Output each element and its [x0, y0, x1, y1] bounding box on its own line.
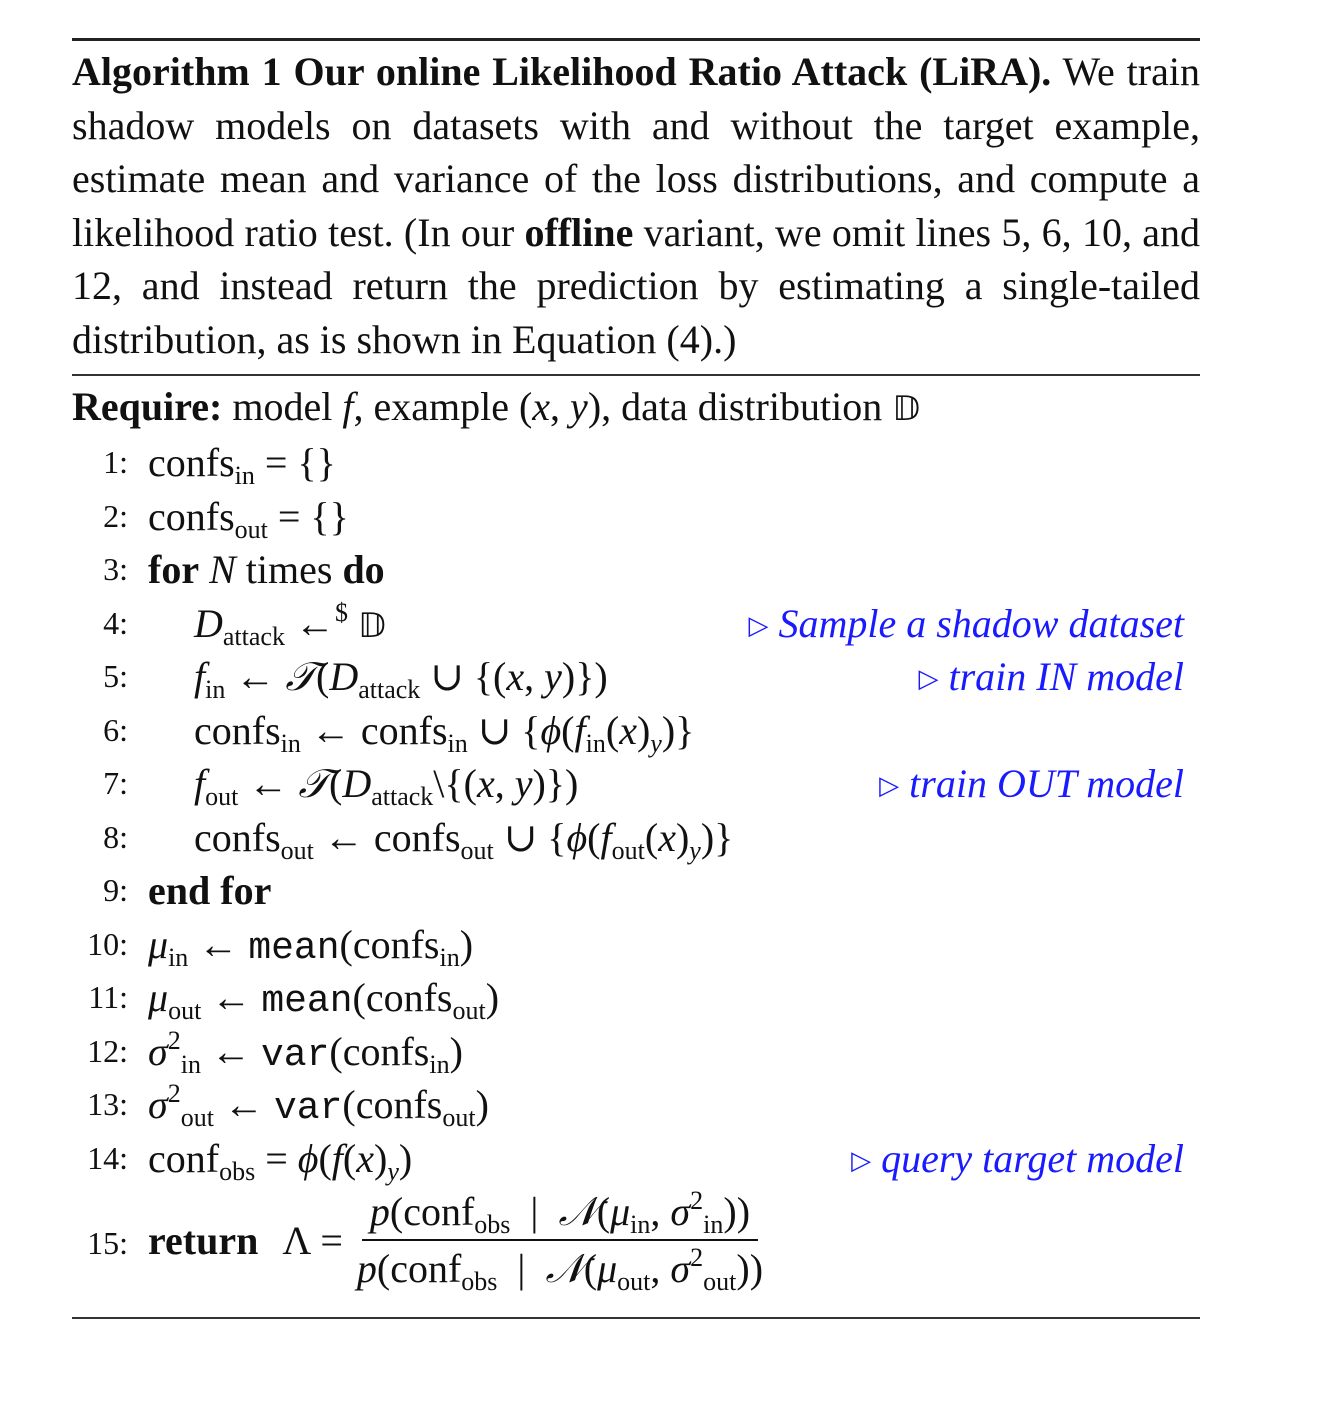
- keyword: for: [148, 547, 200, 592]
- comment-text: Sample a shadow dataset: [778, 600, 1184, 646]
- token: f: [600, 814, 612, 860]
- token: confs: [360, 707, 448, 753]
- token-sub: out: [168, 996, 202, 1025]
- algorithm-line: [72, 811, 1200, 865]
- require-text: , example (: [353, 384, 533, 429]
- algorithm-line: [72, 918, 1200, 972]
- algorithm-line: [72, 597, 1200, 651]
- token-sub: in: [234, 461, 255, 490]
- line-comment: [918, 650, 1184, 706]
- algorithm-line: [72, 490, 1200, 544]
- token-sub: y: [387, 1156, 399, 1186]
- line-comment: [879, 757, 1184, 813]
- line-body: $f_{in}$ ← $𝒯(D_{attack}$ ∪ {(x, y)}): [194, 654, 608, 704]
- line-body: $\sigma^2_{out}$ ← var(confs$_{out}$): [148, 1079, 489, 1132]
- line-body: [148, 436, 336, 490]
- token: confs: [194, 707, 281, 753]
- token: ϕ: [297, 1135, 319, 1181]
- line-number: 12:: [87, 1032, 128, 1069]
- token: x: [506, 654, 525, 699]
- comment-text: query target model: [881, 1135, 1184, 1181]
- token-sub: out: [460, 835, 494, 865]
- line-body: $\mu_{out}$ ← mean(confs$_{out}$): [148, 975, 500, 1025]
- algorithm-box: [72, 38, 1200, 1319]
- token-sup: 2: [690, 1186, 704, 1215]
- token: confs: [148, 493, 235, 539]
- line-number: 6:: [103, 711, 128, 748]
- algorithm-line: [72, 704, 1200, 758]
- triangle-icon: ▷: [748, 610, 769, 640]
- token-sub: out: [611, 835, 645, 865]
- line-body: [148, 1185, 763, 1297]
- fraction-numerator: p(conf$_{obs}$ | $𝒩(\mu_{in}$, $\sigma^2_{in}$)): [362, 1185, 758, 1241]
- algorithm-line: [72, 757, 1200, 811]
- triangle-icon: ▷: [879, 771, 900, 800]
- token: σ: [148, 1028, 168, 1074]
- token-sup: $: [334, 597, 348, 627]
- line-body: $D_{attack}$ ←$ 𝔻: [194, 597, 386, 651]
- keyword: do: [342, 547, 385, 592]
- token-sub: attack: [371, 782, 434, 811]
- algorithm-line: [72, 436, 1200, 490]
- token-sub: out: [205, 782, 239, 811]
- token: confs: [194, 814, 281, 860]
- function-name: var: [273, 1087, 343, 1130]
- distribution-symbol: 𝔻: [357, 605, 386, 646]
- token-sub: in: [280, 728, 301, 758]
- require-var: f: [342, 384, 354, 429]
- require-var: x: [532, 384, 551, 429]
- token: p: [369, 1189, 390, 1234]
- likelihood-ratio-fraction: [357, 1185, 763, 1297]
- line-number: 13:: [87, 1086, 128, 1122]
- token-sub: in: [703, 1210, 724, 1239]
- token: conf: [390, 1246, 462, 1291]
- token-sub: in: [630, 1210, 651, 1239]
- token: confs: [373, 814, 461, 860]
- token: 𝒩: [545, 1246, 584, 1291]
- require-label: Require:: [72, 384, 223, 429]
- comment-text: train IN model: [948, 654, 1184, 699]
- require-var: y: [570, 384, 588, 429]
- token-sub: in: [439, 942, 460, 972]
- line-body: [148, 864, 271, 918]
- token: x: [619, 707, 637, 753]
- token-sub: in: [429, 1049, 450, 1079]
- line-number: 10:: [87, 925, 128, 962]
- triangle-icon: ▷: [851, 1145, 872, 1175]
- token-sub: in: [447, 728, 468, 758]
- line-comment: [748, 597, 1184, 653]
- token: x: [658, 814, 676, 860]
- line-body: conf$_{obs}$ = $\phi(f(x)_y)$: [148, 1135, 413, 1186]
- algorithm-lines: [72, 436, 1200, 1303]
- token: μ: [148, 921, 169, 967]
- function-name: mean: [248, 926, 340, 970]
- token: f: [574, 707, 586, 753]
- line-number: 4:: [103, 604, 128, 641]
- line-body: confs$_{out}$ ← confs$_{out}$ ∪ $\{\phi(f_{out}(x)_y)\}$: [194, 814, 734, 865]
- token: conf: [403, 1189, 475, 1234]
- algorithm-line: [72, 1078, 1200, 1132]
- require-text: ,: [550, 384, 571, 429]
- line-body: [148, 543, 385, 597]
- line-body: [148, 490, 349, 544]
- token: x: [476, 761, 495, 806]
- token-sub: out: [234, 514, 268, 544]
- comment-text: train OUT model: [909, 761, 1184, 806]
- token-sub: in: [168, 942, 189, 972]
- line-body: $\mu_{in}$ ← mean(confs$_{in}$): [148, 921, 474, 972]
- caption-text-2: variant, we omit lines 5, 6, 10, and 12, and instead return the prediction by estimating a single-tailed distribution, as is shown in Equation (4).): [72, 209, 1200, 362]
- token-sub: obs: [474, 1210, 511, 1239]
- token: confs: [355, 1082, 443, 1127]
- token: = {}: [267, 493, 349, 539]
- line-comment: [851, 1132, 1184, 1188]
- caption-bold-word: offline: [524, 209, 634, 255]
- algorithm-caption: [72, 41, 1200, 366]
- line-number: 8:: [103, 818, 128, 855]
- algorithm-line: [72, 1132, 1200, 1186]
- token-sub: out: [617, 1267, 651, 1296]
- token: conf: [148, 1135, 220, 1181]
- token-sub: obs: [219, 1156, 256, 1186]
- require-line: [72, 376, 1200, 436]
- token: y: [514, 761, 533, 806]
- line-number: 9:: [103, 872, 128, 908]
- token-sub: in: [585, 728, 606, 758]
- function-name: mean: [261, 980, 353, 1023]
- token: f: [194, 761, 206, 806]
- token: σ: [670, 1246, 691, 1291]
- token: confs: [342, 1028, 430, 1074]
- token-sub: out: [703, 1267, 737, 1296]
- triangle-icon: ▷: [918, 664, 939, 693]
- token: p: [356, 1246, 377, 1291]
- line-number: 3:: [103, 551, 128, 587]
- token: 𝒯: [298, 761, 329, 806]
- algorithm-line: [72, 1025, 1200, 1079]
- token: D: [194, 600, 223, 646]
- token: μ: [610, 1189, 631, 1234]
- token: ϕ: [566, 814, 588, 860]
- line-body: confs$_{in}$ ← confs$_{in}$ ∪ $\{\phi(f_{in}(x)_y)\}$: [194, 707, 695, 758]
- token-sub: obs: [461, 1267, 498, 1296]
- token-sub: out: [280, 835, 314, 865]
- token: σ: [148, 1082, 168, 1127]
- token: times: [235, 547, 343, 592]
- caption-head: Algorithm 1 Our online Likelihood Ratio Attack (LiRA).: [72, 49, 1052, 94]
- fraction-denominator: p(conf$_{obs}$ | $𝒩(\mu_{out}$, $\sigma^2_{out}$)): [356, 1243, 764, 1296]
- token: D: [329, 654, 359, 699]
- token-sub: attack: [358, 675, 421, 704]
- token: ϕ: [540, 707, 562, 753]
- token: f: [194, 654, 206, 699]
- require-text: ), data distribution: [587, 384, 893, 429]
- token-sup: 2: [690, 1243, 704, 1272]
- token: μ: [597, 1246, 618, 1291]
- require-text: model: [222, 384, 343, 429]
- token: D: [342, 761, 372, 806]
- token-sup: 2: [167, 1025, 181, 1055]
- line-number: 2:: [103, 497, 128, 534]
- token: σ: [670, 1189, 691, 1234]
- token: 𝒩: [558, 1189, 597, 1234]
- line-number: 5:: [103, 658, 128, 694]
- line-number: 14:: [87, 1139, 128, 1176]
- token: confs: [352, 921, 440, 967]
- token: N: [209, 547, 236, 592]
- token: μ: [148, 975, 169, 1020]
- token: Λ =: [272, 1218, 343, 1264]
- token-sub: out: [452, 996, 486, 1025]
- line-number: 15:: [87, 1225, 128, 1261]
- keyword: end for: [148, 868, 272, 913]
- line-body: $f_{out}$ ← $𝒯(D_{attack}\backslash\{(x$, y)}): [194, 761, 579, 811]
- line-body: $\sigma^2_{in}$ ← var(confs$_{in}$): [148, 1025, 463, 1079]
- keyword: return: [148, 1218, 259, 1264]
- return-expression: [148, 1185, 763, 1297]
- token-sub: attack: [222, 621, 285, 651]
- line-number: 1:: [103, 444, 128, 480]
- token-sub: out: [180, 1103, 214, 1132]
- distribution-symbol: 𝔻: [892, 389, 921, 429]
- token: 𝒯: [285, 654, 316, 699]
- token-sub: y: [650, 728, 662, 758]
- algorithm-line: [72, 543, 1200, 597]
- algorithm-line: [72, 1185, 1200, 1303]
- bottom-rule: [72, 1317, 1200, 1319]
- token-sub: y: [689, 835, 701, 865]
- algorithm-line: [72, 971, 1200, 1025]
- token: confs: [365, 975, 453, 1020]
- function-name: var: [260, 1033, 330, 1077]
- token-sup: 2: [167, 1079, 181, 1108]
- token-sub: in: [180, 1049, 201, 1079]
- caption-text-1: We train shadow models on datasets with and without the target example, estimate mean and variance of the loss distributions, and compute a likelihood ratio test. (In our: [72, 49, 1200, 255]
- token: f: [331, 1135, 343, 1181]
- token: x: [356, 1135, 375, 1181]
- line-number: 11:: [88, 979, 128, 1015]
- algorithm-line: [72, 864, 1200, 918]
- token: confs: [148, 440, 235, 485]
- algorithm-line: [72, 650, 1200, 704]
- token-sub: in: [205, 675, 226, 704]
- token: y: [544, 654, 562, 699]
- token-sub: out: [442, 1103, 476, 1132]
- line-number: 7:: [103, 765, 128, 801]
- token: = {}: [254, 440, 336, 485]
